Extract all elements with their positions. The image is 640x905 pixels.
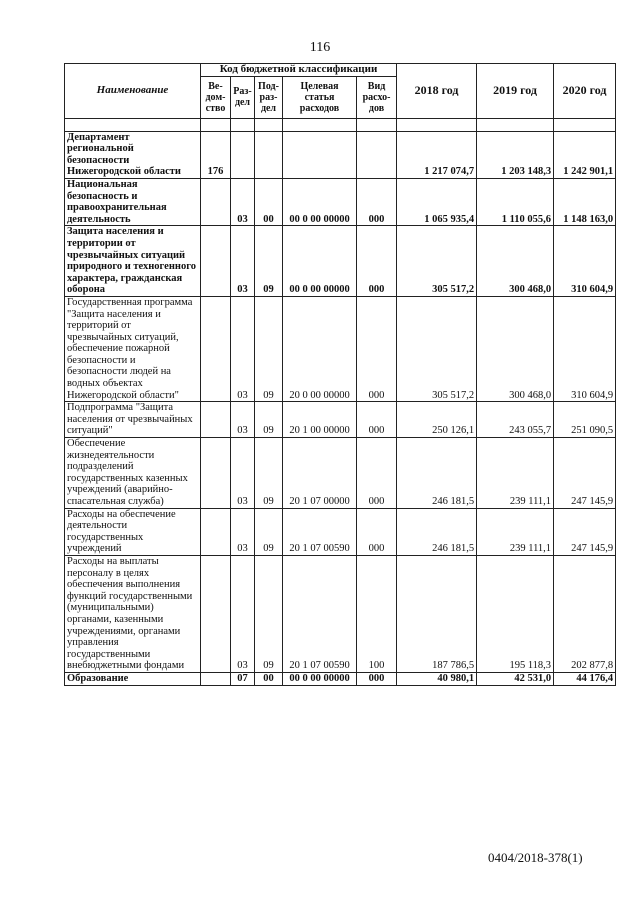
table-row: [65, 178, 616, 225]
table-row: [65, 438, 616, 509]
row-vedomstvo-cell: [201, 672, 231, 685]
row-target-article-cell: 20 1 07 00590: [283, 508, 357, 555]
table-row: [65, 296, 616, 401]
row-vedomstvo-cell: [201, 402, 231, 438]
row-razdel-cell: 03: [231, 508, 255, 555]
row-target-article-cell: 00 0 00 00000: [283, 226, 357, 297]
row-2020-cell: 1 242 901,1: [554, 131, 616, 178]
row-2020-cell: 247 145,9: [554, 508, 616, 555]
row-podrazdel-cell: 09: [255, 438, 283, 509]
row-podrazdel-cell: 09: [255, 296, 283, 401]
row-target-article-cell: 20 1 07 00590: [283, 555, 357, 672]
row-target-article-cell: 20 0 00 00000: [283, 296, 357, 401]
row-target-article-cell: 00 0 00 00000: [283, 178, 357, 225]
row-target-article-cell: 00 0 00 00000: [283, 672, 357, 685]
row-2018-cell: 246 181,5: [397, 508, 477, 555]
header-code-group: Код бюджетной классификации: [201, 64, 397, 77]
row-expense-type-cell: 000: [357, 178, 397, 225]
row-2019-cell: 239 111,1: [477, 508, 554, 555]
table-row: [65, 508, 616, 555]
row-2019-cell: 300 468,0: [477, 226, 554, 297]
row-2018-cell: 250 126,1: [397, 402, 477, 438]
row-2020-cell: 310 604,9: [554, 296, 616, 401]
row-2019-cell: 300 468,0: [477, 296, 554, 401]
header-podrazdel: Под-раз-дел: [255, 76, 283, 118]
row-target-article-cell: 20 1 00 00000: [283, 402, 357, 438]
row-2020-cell: 251 090,5: [554, 402, 616, 438]
table-row: [65, 555, 616, 672]
row-vedomstvo-cell: [201, 438, 231, 509]
header-vedomstvo: Ве-дом-ство: [201, 76, 231, 118]
row-2018-cell: 246 181,5: [397, 438, 477, 509]
header-2019: 2019 год: [477, 64, 554, 119]
row-2018-cell: 1 065 935,4: [397, 178, 477, 225]
row-vedomstvo-cell: [201, 296, 231, 401]
row-podrazdel-cell: 09: [255, 402, 283, 438]
row-2018-cell: 40 980,1: [397, 672, 477, 685]
row-expense-type-cell: 000: [357, 296, 397, 401]
row-razdel-cell: 03: [231, 226, 255, 297]
budget-table-body: [65, 118, 616, 685]
spacer-row: [65, 118, 616, 131]
row-target-article-cell: 20 1 07 00000: [283, 438, 357, 509]
header-razdel: Раз-дел: [231, 76, 255, 118]
row-2018-cell: 187 786,5: [397, 555, 477, 672]
row-name-cell: Подпрограмма "Защита населения от чрезвычайных ситуаций": [65, 402, 201, 438]
row-razdel-cell: 07: [231, 672, 255, 685]
header-2018: 2018 год: [397, 64, 477, 119]
row-2020-cell: 1 148 163,0: [554, 178, 616, 225]
row-name-cell: Национальная безопасность и правоохранительная деятельность: [65, 178, 201, 225]
row-2019-cell: 1 110 055,6: [477, 178, 554, 225]
header-name: Наименование: [65, 64, 201, 119]
row-podrazdel-cell: 09: [255, 508, 283, 555]
row-target-article-cell: [283, 131, 357, 178]
row-2018-cell: 1 217 074,7: [397, 131, 477, 178]
table-row: [65, 131, 616, 178]
row-2020-cell: 310 604,9: [554, 226, 616, 297]
row-expense-type-cell: 000: [357, 438, 397, 509]
row-expense-type-cell: 100: [357, 555, 397, 672]
row-expense-type-cell: 000: [357, 226, 397, 297]
row-vedomstvo-cell: [201, 555, 231, 672]
header-expense-type: Вид расхо-дов: [357, 76, 397, 118]
row-expense-type-cell: 000: [357, 508, 397, 555]
row-razdel-cell: 03: [231, 296, 255, 401]
row-2019-cell: 42 531,0: [477, 672, 554, 685]
table-row: [65, 226, 616, 297]
budget-table: [64, 63, 616, 686]
header-target-article: Целевая статья расходов: [283, 76, 357, 118]
row-name-cell: Защита населения и территории от чрезвычайных ситуаций природного и техногенного характера, гражданская оборона: [65, 226, 201, 297]
row-vedomstvo-cell: [201, 226, 231, 297]
row-podrazdel-cell: [255, 131, 283, 178]
table-row: [65, 672, 616, 685]
row-name-cell: Расходы на выплаты персоналу в целях обеспечения выполнения функций государственными (муниципальными) органами, казенными учреждениями, органами управления государственными внебюджетными фондами: [65, 555, 201, 672]
row-2019-cell: 1 203 148,3: [477, 131, 554, 178]
row-vedomstvo-cell: [201, 508, 231, 555]
page-number: 116: [309, 40, 331, 55]
row-razdel-cell: 03: [231, 555, 255, 672]
row-expense-type-cell: [357, 131, 397, 178]
row-2020-cell: 44 176,4: [554, 672, 616, 685]
header-2020: 2020 год: [554, 64, 616, 119]
row-razdel-cell: 03: [231, 438, 255, 509]
row-2019-cell: 195 118,3: [477, 555, 554, 672]
row-name-cell: Обеспечение жизнедеятельности подразделений государственных казенных учреждений (аварийно-спасательная служба): [65, 438, 201, 509]
row-name-cell: Государственная программа "Защита населения и территорий от чрезвычайных ситуаций, обеспечение пожарной безопасности и безопасности людей на водных объектах Нижегородской области": [65, 296, 201, 401]
row-2019-cell: 243 055,7: [477, 402, 554, 438]
row-podrazdel-cell: 00: [255, 672, 283, 685]
row-expense-type-cell: 000: [357, 402, 397, 438]
row-podrazdel-cell: 09: [255, 555, 283, 672]
row-podrazdel-cell: 00: [255, 178, 283, 225]
row-vedomstvo-cell: 176: [201, 131, 231, 178]
row-2020-cell: 202 877,8: [554, 555, 616, 672]
row-razdel-cell: 03: [231, 178, 255, 225]
row-vedomstvo-cell: [201, 178, 231, 225]
row-2018-cell: 305 517,2: [397, 226, 477, 297]
row-name-cell: Образование: [65, 672, 201, 685]
row-razdel-cell: 03: [231, 402, 255, 438]
row-razdel-cell: [231, 131, 255, 178]
row-name-cell: Расходы на обеспечение деятельности государственных учреждений: [65, 508, 201, 555]
document-number: 0404/2018-378(1): [488, 850, 583, 865]
row-2020-cell: 247 145,9: [554, 438, 616, 509]
row-podrazdel-cell: 09: [255, 226, 283, 297]
table-row: [65, 402, 616, 438]
row-expense-type-cell: 000: [357, 672, 397, 685]
row-name-cell: Департамент региональной безопасности Нижегородской области: [65, 131, 201, 178]
row-2018-cell: 305 517,2: [397, 296, 477, 401]
row-2019-cell: 239 111,1: [477, 438, 554, 509]
